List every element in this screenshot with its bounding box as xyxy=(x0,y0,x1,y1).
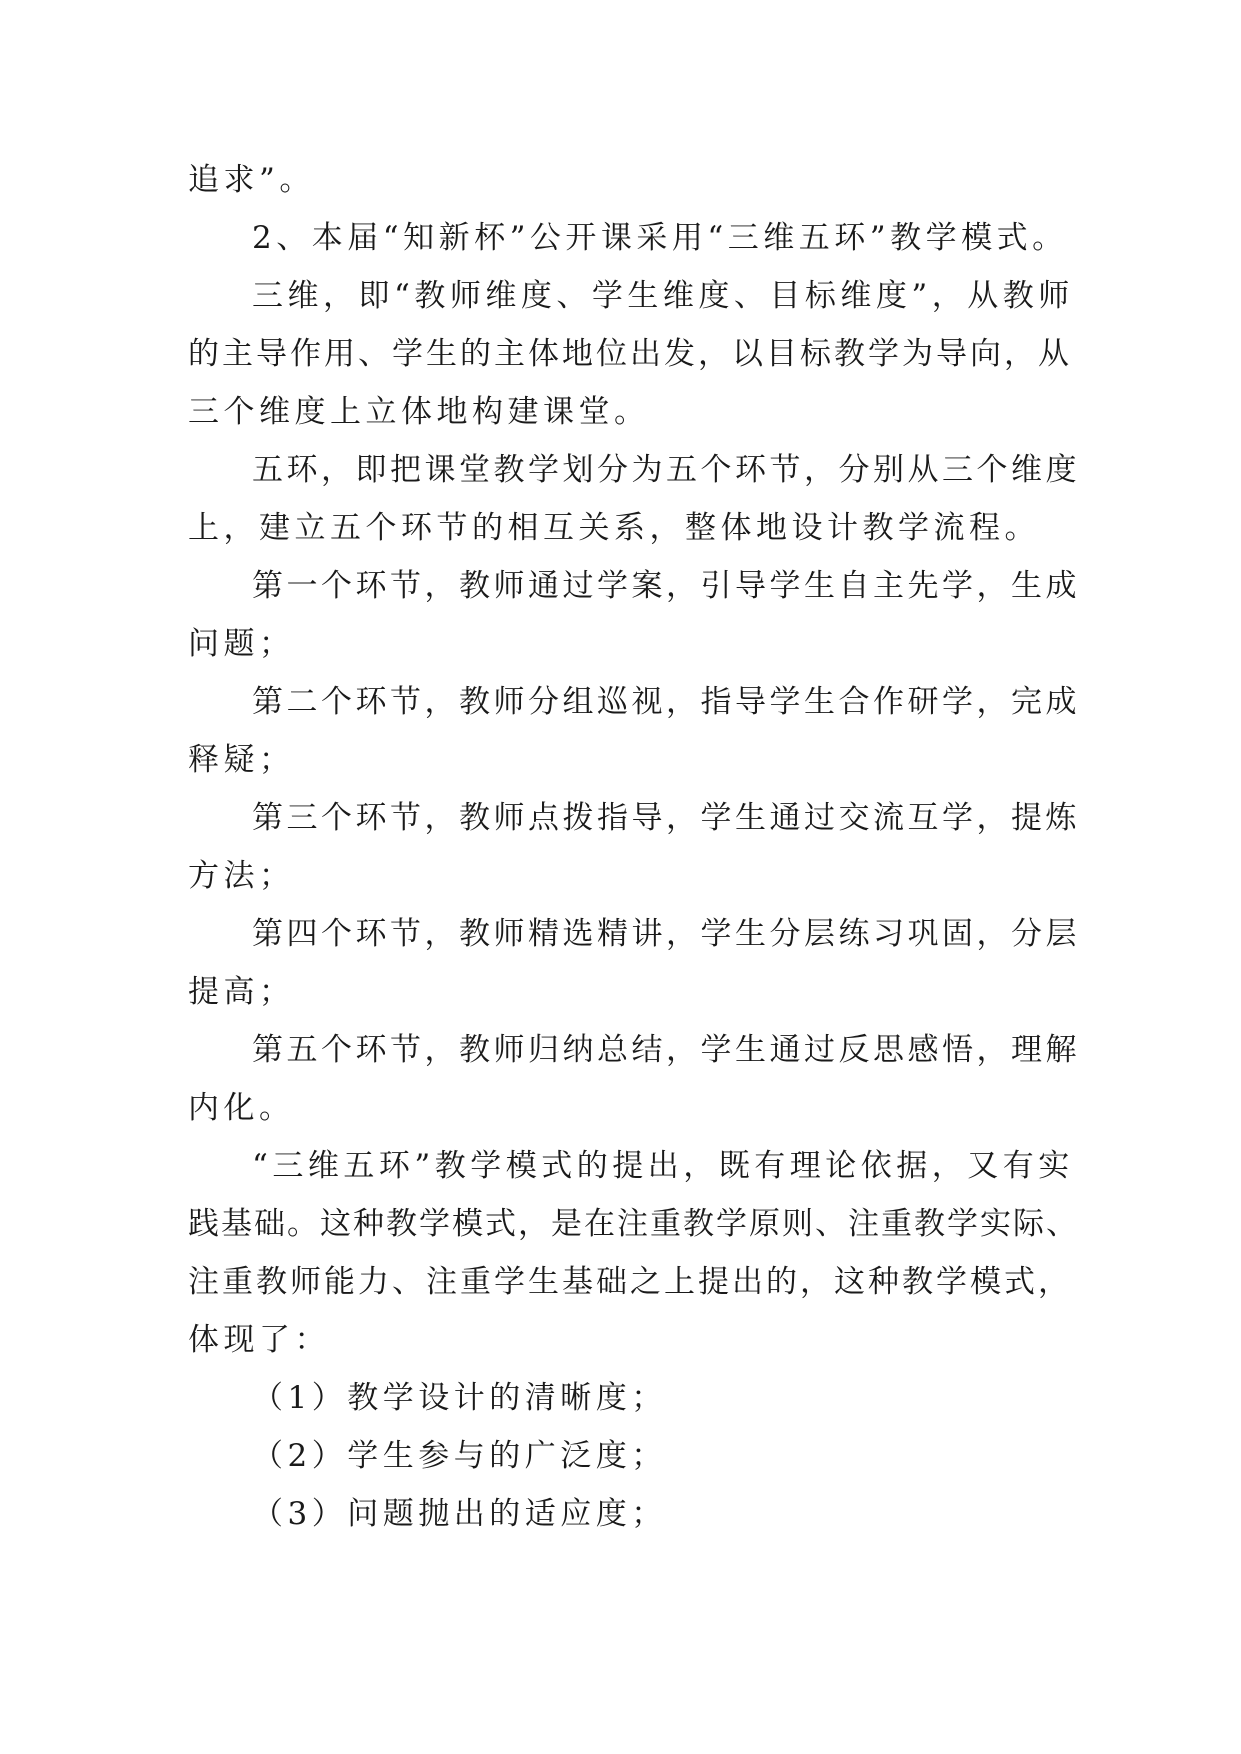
text-line-6: 五环，即把课堂教学划分为五个环节，分别从三个维度 xyxy=(252,452,1080,488)
text-line-14: 第四个环节，教师精选精讲，学生分层练习巩固，分层 xyxy=(252,916,1080,952)
text-line-10: 第二个环节，教师分组巡视，指导学生合作研学，完成 xyxy=(252,684,1080,720)
text-line-7: 上，建立五个环节的相互关系，整体地设计教学流程。 xyxy=(188,510,1040,546)
text-line-4: 的主导作用、学生的主体地位出发，以目标教学为导向，从 xyxy=(188,336,1072,372)
text-line-12: 第三个环节，教师点拨指导，学生通过交流互学，提炼 xyxy=(252,800,1080,836)
text-line-8: 第一个环节，教师通过学案，引导学生自主先学，生成 xyxy=(252,568,1080,604)
text-line-3: 三维，即“教师维度、学生维度、目标维度”，从教师 xyxy=(252,278,1074,314)
list-item-2: （2）学生参与的广泛度； xyxy=(252,1438,667,1474)
text-line-21: 体现了： xyxy=(188,1322,330,1358)
text-line-5: 三个维度上立体地构建课堂。 xyxy=(188,394,650,430)
text-line-16: 第五个环节，教师归纳总结，学生通过反思感悟，理解 xyxy=(252,1032,1080,1068)
text-line-19: 践基础。这种教学模式，是在注重教学原则、注重教学实际、 xyxy=(188,1206,1079,1242)
text-line-2: 2、本届“知新杯”公开课采用“三维五环”教学模式。 xyxy=(252,220,1068,256)
list-item-1: （1）教学设计的清晰度； xyxy=(252,1380,667,1416)
text-line-18: “三维五环”教学模式的提出，既有理论依据，又有实 xyxy=(252,1148,1074,1184)
text-line-15: 提高； xyxy=(188,974,295,1010)
list-item-3: （3）问题抛出的适应度； xyxy=(252,1496,667,1532)
text-line-11: 释疑； xyxy=(188,742,295,778)
text-line-20: 注重教师能力、注重学生基础之上提出的，这种教学模式， xyxy=(188,1264,1072,1300)
text-line-17: 内化。 xyxy=(188,1090,295,1126)
text-line-13: 方法； xyxy=(188,858,295,894)
text-line-1: 追求”。 xyxy=(188,162,315,198)
text-line-9: 问题； xyxy=(188,626,295,662)
